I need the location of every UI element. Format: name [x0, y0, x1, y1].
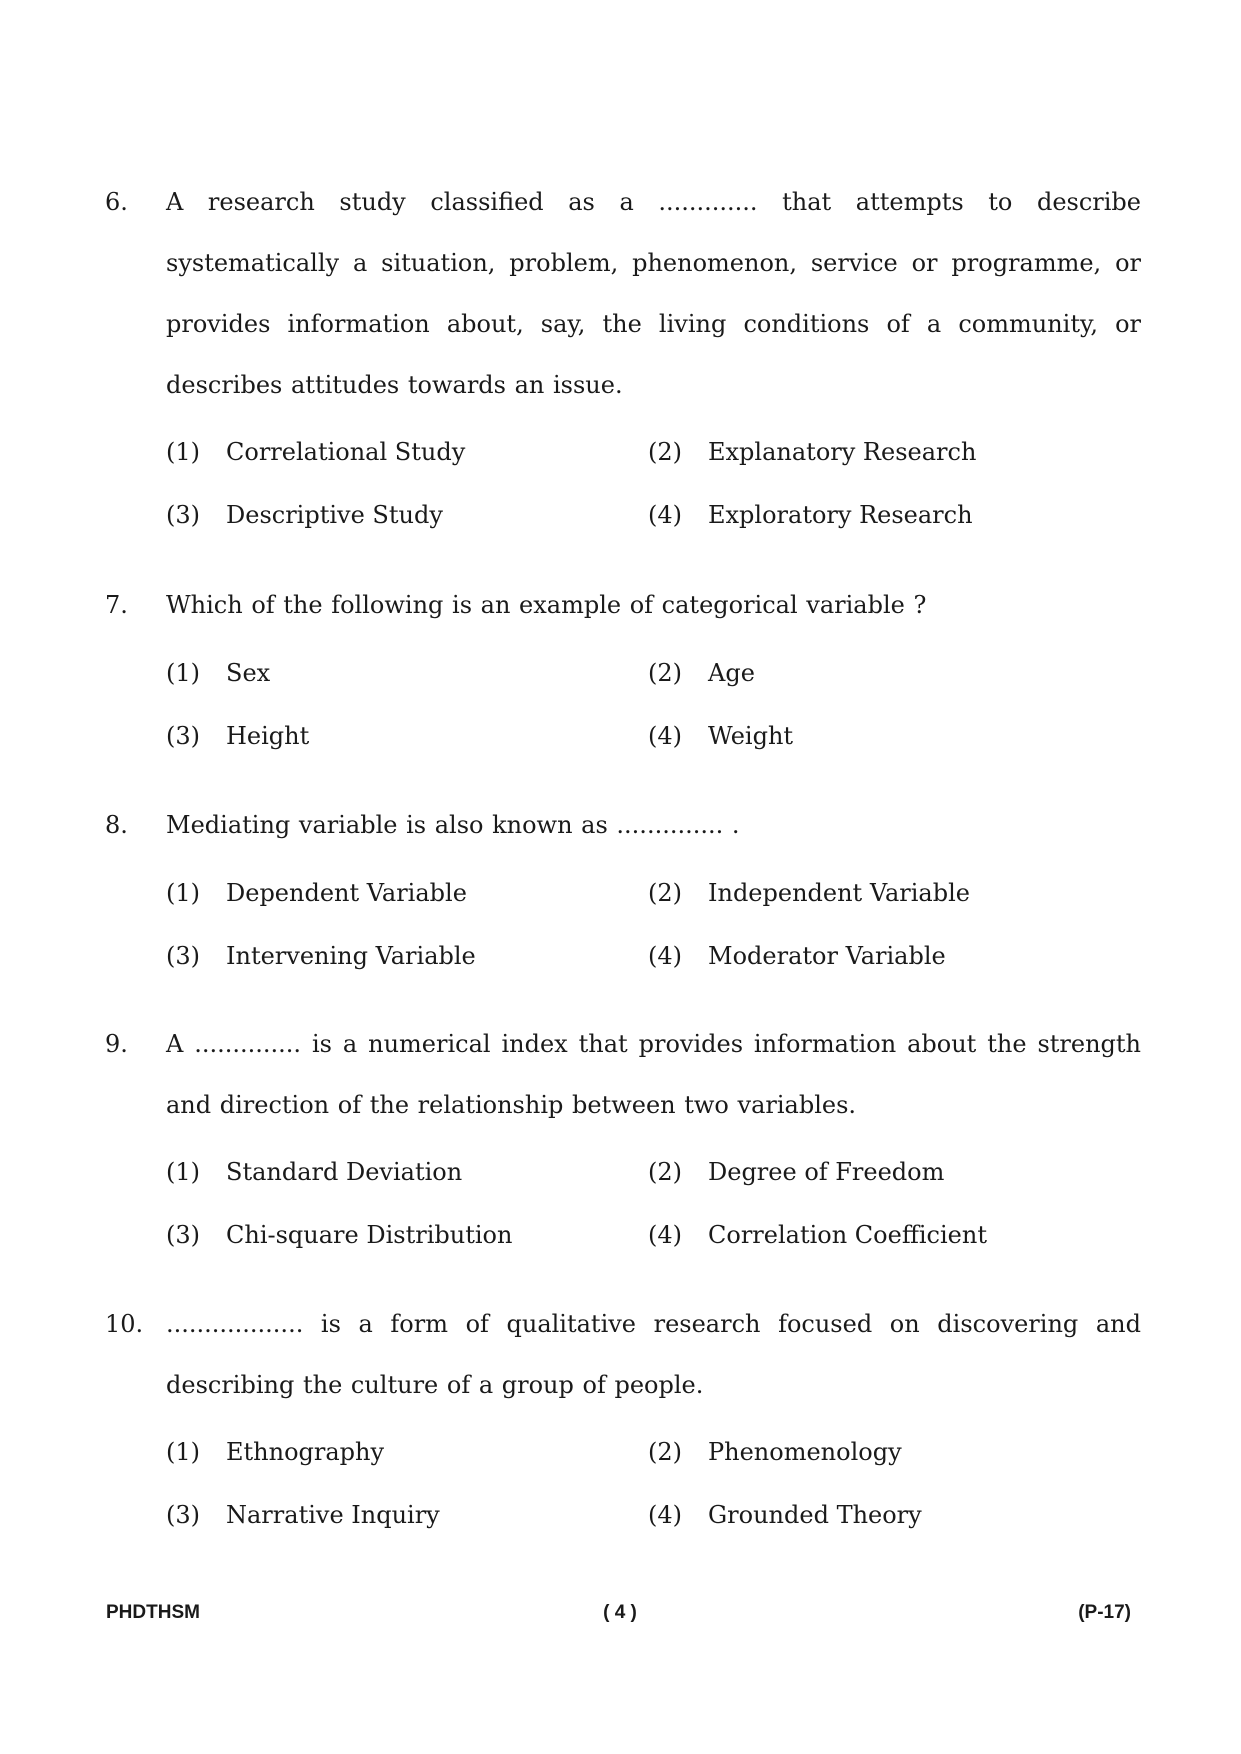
option-label: Descriptive Study — [226, 501, 443, 529]
option-number: (2) — [648, 1158, 682, 1186]
question-number: 10. — [105, 1310, 144, 1338]
option-number: (3) — [166, 1221, 200, 1249]
option-label: Standard Deviation — [226, 1158, 463, 1186]
option-number: (4) — [648, 722, 682, 750]
option-number: (2) — [648, 659, 682, 687]
question-text: A .............. is a numerical index that provides information about the strength and direction of the relationship between two variables. — [166, 1030, 1141, 1119]
option-label: Dependent Variable — [226, 879, 467, 907]
option-label: Ethnography — [226, 1438, 385, 1466]
question-number: 7. — [105, 591, 128, 619]
option-label: Narrative Inquiry — [226, 1501, 440, 1529]
question-number: 8. — [105, 811, 128, 839]
question-text: A research study classified as a ............. that attempts to describe systematically a situation, problem, phenomenon, service or programme, or provides information about, say, the living conditions of a community, or describes attitudes towards an issue. — [166, 188, 1141, 399]
option-number: (4) — [648, 942, 682, 970]
question-text: Which of the following is an example of categorical variable ? — [166, 591, 927, 619]
option-number: (4) — [648, 1501, 682, 1529]
option-number: (3) — [166, 501, 200, 529]
option-number: (1) — [166, 1438, 200, 1466]
option-number: (1) — [166, 1158, 200, 1186]
option-label: Phenomenology — [708, 1438, 902, 1466]
option-label: Intervening Variable — [226, 942, 476, 970]
option-label: Grounded Theory — [708, 1501, 922, 1529]
option-label: Weight — [708, 722, 794, 750]
option-number: (3) — [166, 942, 200, 970]
question-text: .................. is a form of qualitative research focused on discovering and describing the culture of a group of people. — [166, 1310, 1141, 1399]
option-number: (2) — [648, 438, 682, 466]
option-label: Age — [708, 659, 755, 687]
option-number: (1) — [166, 879, 200, 907]
question-text: Mediating variable is also known as .............. . — [166, 811, 740, 839]
option-label: Height — [226, 722, 310, 750]
option-label: Degree of Freedom — [708, 1158, 945, 1186]
question-number: 6. — [105, 188, 128, 216]
option-number: (4) — [648, 1221, 682, 1249]
option-number: (4) — [648, 501, 682, 529]
option-label: Correlation Coefficient — [708, 1221, 987, 1249]
option-label: Exploratory Research — [708, 501, 973, 529]
option-label: Sex — [226, 659, 271, 687]
option-label: Correlational Study — [226, 438, 466, 466]
option-label: Chi-square Distribution — [226, 1221, 513, 1249]
question-number: 9. — [105, 1030, 128, 1058]
option-number: (3) — [166, 722, 200, 750]
footer-set-code: (P-17) — [1078, 1602, 1131, 1623]
footer-paper-code: PHDTHSM — [106, 1602, 200, 1623]
option-label: Independent Variable — [708, 879, 970, 907]
option-label: Explanatory Research — [708, 438, 977, 466]
option-number: (2) — [648, 1438, 682, 1466]
option-label: Moderator Variable — [708, 942, 946, 970]
option-number: (1) — [166, 438, 200, 466]
option-number: (3) — [166, 1501, 200, 1529]
option-number: (1) — [166, 659, 200, 687]
footer-page-number: ( 4 ) — [603, 1602, 637, 1623]
option-number: (2) — [648, 879, 682, 907]
